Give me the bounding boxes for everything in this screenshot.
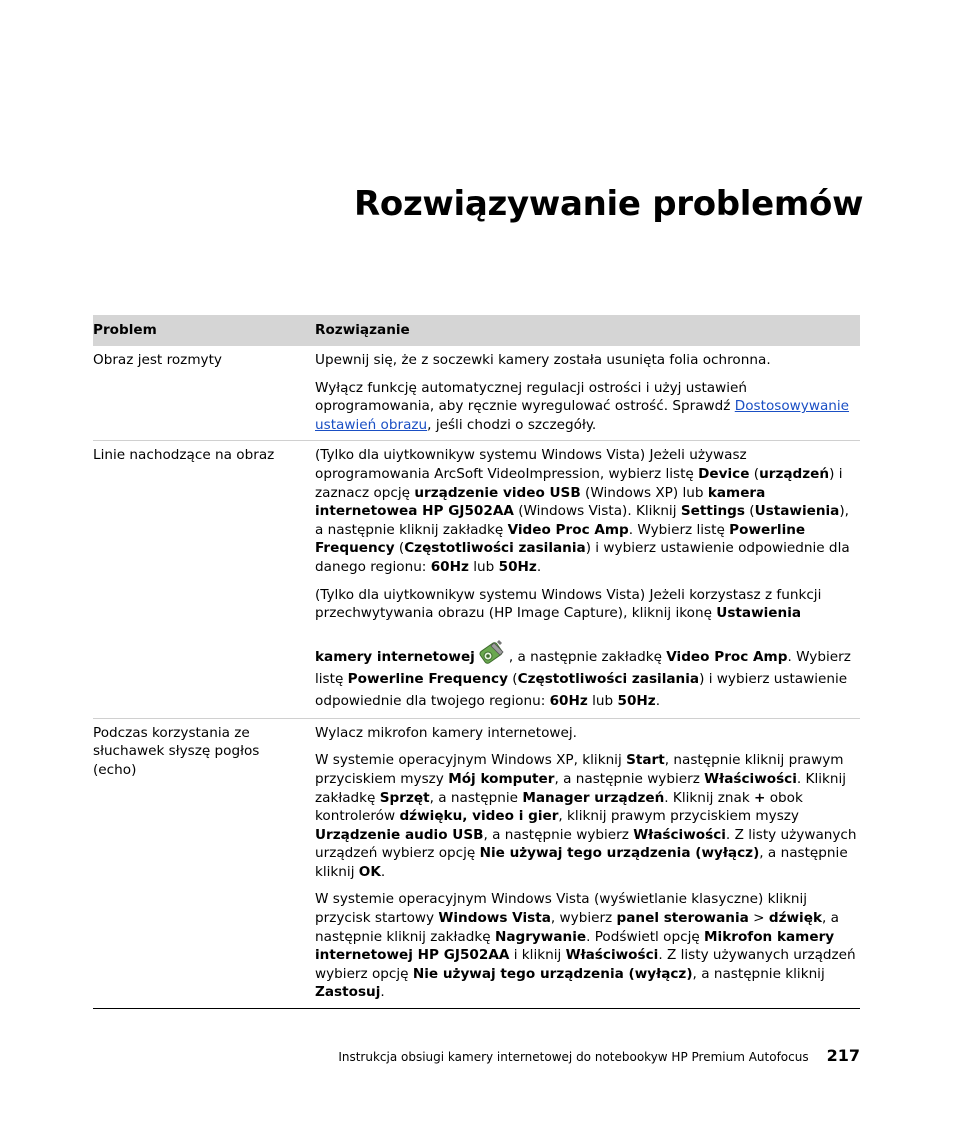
solution-paragraph xyxy=(315,890,860,1002)
bold-text: Video Proc Amp xyxy=(507,521,629,538)
bold-text: 50Hz xyxy=(617,692,656,709)
bold-text: Device xyxy=(698,465,750,482)
solution-cell xyxy=(315,441,860,717)
table-row xyxy=(93,346,860,441)
text-segment: ), a następnie kliknij zakładkę xyxy=(315,503,849,538)
bold-text: Właściwości xyxy=(565,947,659,964)
text-segment: , wybierz xyxy=(550,910,617,927)
bold-text: Częstotliwości zasilania xyxy=(517,670,700,687)
text-segment: . Wybierz listę xyxy=(628,521,730,538)
text-segment: W systemie operacyjnym Windows Vista (wyświetlanie klasyczne) kliknij przycisk startowy xyxy=(315,891,808,927)
header-problem: Problem xyxy=(93,322,157,338)
bold-text: Właściwości xyxy=(704,770,797,787)
table-row xyxy=(93,719,860,1009)
solution-paragraph xyxy=(315,379,860,435)
solution-paragraph xyxy=(315,724,860,743)
bold-text: Urządzenie audio USB xyxy=(315,826,484,843)
text-segment: . xyxy=(380,984,385,1001)
text-segment: (Tylko dla uiytkownikyw systemu Windows Vista) Jeżeli używasz oprogramowania ArcSoft VideoImpression, wybierz listę xyxy=(315,447,747,482)
text-segment: ( xyxy=(394,540,405,557)
problem-cell: Obraz jest rozmyty xyxy=(93,352,222,368)
bold-text: Start xyxy=(626,752,665,769)
bold-text: Nie używaj tego urządzenia (wyłącz) xyxy=(479,845,760,862)
text-segment: . Kliknij znak xyxy=(664,789,755,806)
text-segment: . xyxy=(536,558,542,575)
bold-text: OK xyxy=(358,863,381,880)
bold-text: dźwięku, video i gier xyxy=(399,808,559,825)
bold-text: Ustawienia xyxy=(754,503,840,520)
text-segment: Wylacz mikrofon kamery internetowej. xyxy=(315,724,577,741)
bold-text: Ustawienia xyxy=(716,605,802,622)
solution-cell xyxy=(315,346,860,440)
solution-paragraph xyxy=(315,446,860,576)
bold-text: urządzeń xyxy=(759,465,830,482)
text-segment: lub xyxy=(587,692,618,709)
text-segment: . Z listy używanych urządzeń wybierz opcję xyxy=(315,947,856,982)
text-segment: (Windows XP) lub xyxy=(580,484,708,501)
text-segment: (Windows Vista). Kliknij xyxy=(513,503,681,520)
text-segment: Upewnij się, że z soczewki kamery została usunięta folia ochronna. xyxy=(315,352,771,368)
text-segment: Wyłącz funkcję automatycznej regulacji ostrości i użyj ustawień oprogramowania, aby ręcznie wyregulować ostrość. Sprawdź xyxy=(315,379,747,415)
text-segment: , a następnie xyxy=(429,789,523,806)
bold-text: Manager urządzeń xyxy=(522,789,665,806)
bold-text: + xyxy=(754,789,766,806)
troubleshooting-table xyxy=(93,315,860,1009)
table-header xyxy=(93,315,860,346)
text-segment: , a następnie kliknij xyxy=(315,845,848,880)
solution-paragraph xyxy=(315,351,860,370)
text-segment: ( xyxy=(507,670,518,687)
page-title: Rozwiązywanie problemów xyxy=(354,184,864,224)
text-segment: (Tylko dla uiytkownikyw systemu Windows Vista) Jeżeli korzystasz z funkcji przechwytywania obrazu (HP Image Capture), kliknij ikonę xyxy=(315,586,822,622)
solution-paragraph xyxy=(315,637,860,712)
text-segment: ) i wybierz ustawienie odpowiednie dla twojego regionu: xyxy=(315,670,848,709)
header-solution: Rozwiązanie xyxy=(315,322,410,338)
text-segment: ( xyxy=(749,465,760,482)
text-segment: . Wybierz listę xyxy=(315,648,851,687)
bold-text: Zastosuj xyxy=(315,984,381,1001)
text-segment: > xyxy=(748,910,769,927)
text-segment: . xyxy=(380,863,386,880)
bold-text: Powerline Frequency xyxy=(315,521,806,557)
table-row xyxy=(93,441,860,718)
text-segment: . Kliknij zakładkę xyxy=(315,770,847,806)
page-footer xyxy=(338,1046,860,1065)
text-segment: . xyxy=(655,692,661,709)
bold-text: 50Hz xyxy=(498,558,537,575)
bold-text: Mikrofon kamery internetowej HP GJ502AA xyxy=(315,928,835,964)
link-adjust-image-settings[interactable]: Dostosowywanie ustawień obrazu xyxy=(315,398,850,433)
text-segment: . Podświetl opcję xyxy=(586,928,705,945)
text-segment: , jeśli chodzi o szczegóły. xyxy=(427,416,597,433)
webcam-settings-icon xyxy=(477,637,507,667)
solution-cell xyxy=(315,719,860,1008)
text-segment: ) i zaznacz opcję xyxy=(315,465,843,501)
bold-text: Windows Vista xyxy=(438,910,551,927)
bold-text: Video Proc Amp xyxy=(666,648,788,665)
bold-text: 60Hz xyxy=(549,692,588,709)
text-segment: , kliknij prawym przyciskiem myszy xyxy=(558,808,799,825)
text-segment: , a następnie wybierz xyxy=(554,770,705,787)
solution-paragraph xyxy=(315,586,860,623)
bold-text: Powerline Frequency xyxy=(347,670,508,687)
text-segment: obok kontrolerów xyxy=(315,789,803,825)
text-segment: i kliknij xyxy=(509,947,566,964)
text-segment: ) i wybierz ustawienie odpowiednie dla danego regionu: xyxy=(315,540,850,575)
problem-cell: Linie nachodzące na obraz xyxy=(93,447,275,464)
bold-text: panel sterowania xyxy=(616,910,749,927)
text-segment: , a następnie wybierz xyxy=(483,826,634,843)
bold-text: 60Hz xyxy=(430,558,469,575)
bold-text: kamera internetowea HP GJ502AA xyxy=(315,484,766,520)
problem-cell: Podczas korzystania ze słuchawek słyszę pogłos (echo) xyxy=(93,724,260,778)
text-segment: , następnie kliknij prawym przyciskiem myszy xyxy=(315,752,844,787)
text-segment: ( xyxy=(744,503,755,520)
solution-paragraph xyxy=(315,751,860,881)
bold-text: Sprzęt xyxy=(379,789,430,806)
bold-text: Nie używaj tego urządzenia (wyłącz) xyxy=(412,965,693,982)
footer-text: Instrukcja obsiugi kamery internetowej do notebookyw HP Premium Autofocus xyxy=(338,1050,809,1064)
text-segment: . Z listy używanych urządzeń wybierz opcję xyxy=(315,826,857,862)
text-segment: , a następnie kliknij zakładkę xyxy=(315,910,839,945)
bold-text: Mój komputer xyxy=(448,770,555,787)
page-number: 217 xyxy=(826,1046,860,1065)
bold-text: Settings xyxy=(680,503,745,520)
bold-text: Właściwości xyxy=(633,826,726,843)
bold-text: dźwięk xyxy=(768,910,822,927)
text-segment: , a następnie zakładkę xyxy=(508,648,667,665)
bold-text: Częstotliwości zasilania xyxy=(404,540,586,557)
text-segment: W systemie operacyjnym Windows XP, kliknij xyxy=(315,752,627,769)
bold-text: kamery internetowej xyxy=(315,648,475,665)
bold-text: Nagrywanie xyxy=(494,928,587,945)
webcam-settings-icon-graphic xyxy=(477,637,507,667)
bold-text: urządzenie video USB xyxy=(414,484,581,501)
text-segment: , a następnie kliknij xyxy=(692,965,825,982)
text-segment: lub xyxy=(468,558,499,575)
